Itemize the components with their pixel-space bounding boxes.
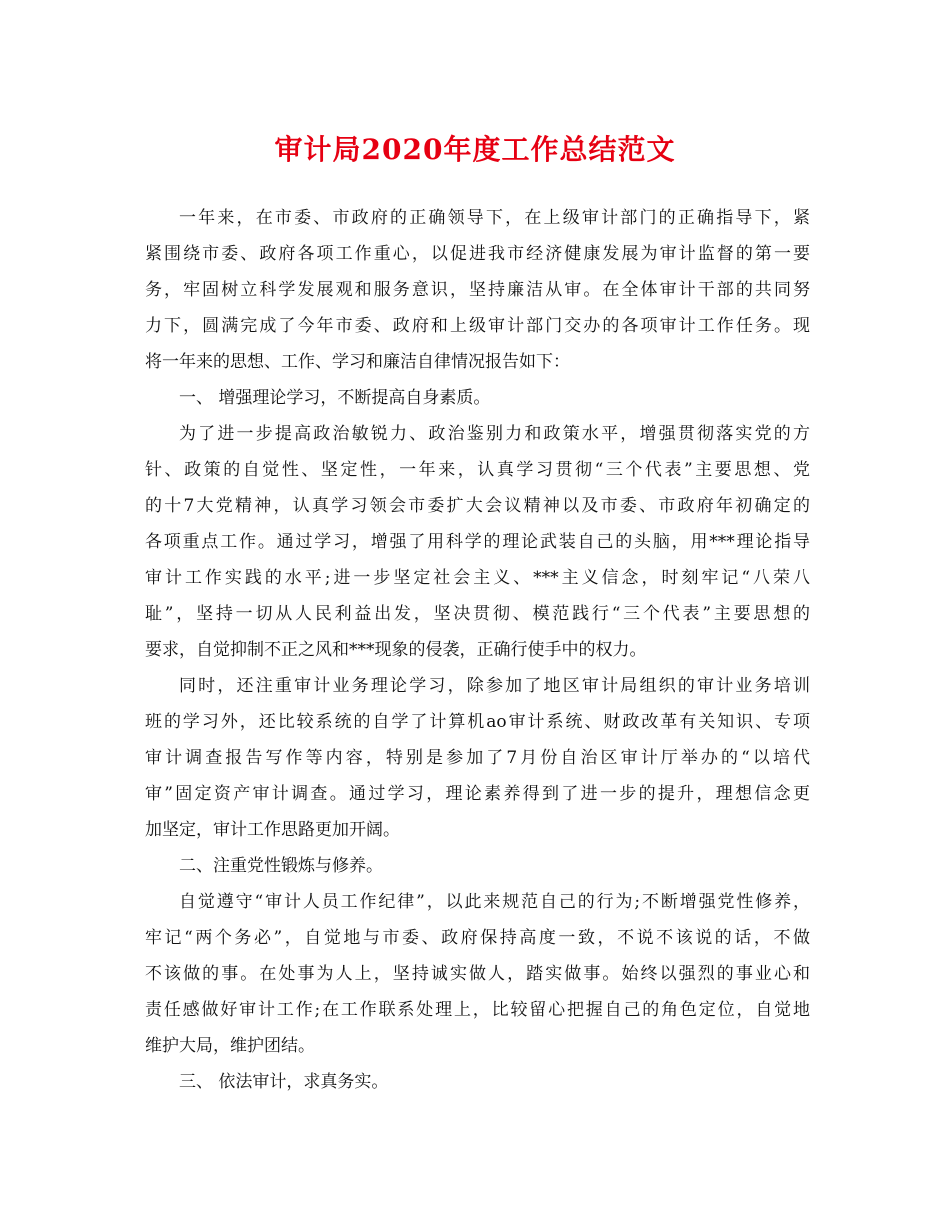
- text-line: 的十7大党精神，认真学习领会市委扩大会议精神以及市委、市政府年初确定的: [145, 496, 810, 516]
- text-line: 各项重点工作。通过学习，增强了用科学的理论武装自己的头脑，用***理论指导: [145, 532, 810, 552]
- document-body: [145, 200, 810, 1100]
- text-line: 要求，自觉抑制不正之风和***现象的侵袭，正确行使手中的权力。: [145, 640, 647, 660]
- text-line: 务，牢固树立科学发展观和服务意识，坚持廉洁从审。在全体审计干部的共同努: [145, 280, 810, 300]
- text-line: 审”固定资产审计调查。通过学习，理论素养得到了进一步的提升，理想信念更: [145, 784, 810, 804]
- text-line: 审计工作实践的水平;进一步坚定社会主义、***主义信念，时刻牢记“八荣八: [145, 568, 810, 588]
- text-line: 二、注重党性锻炼与修养。: [179, 856, 383, 876]
- text-line: 班的学习外，还比较系统的自学了计算机ao审计系统、财政改革有关知识、专项: [145, 712, 810, 732]
- text-line: 一年来，在市委、市政府的正确领导下，在上级审计部门的正确指导下，紧: [179, 208, 810, 228]
- text-line: 维护大局，维护团结。: [145, 1036, 315, 1056]
- text-line: 将一年来的思想、工作、学习和廉洁自律情况报告如下：: [145, 352, 570, 372]
- text-line: 同时，还注重审计业务理论学习，除参加了地区审计局组织的审计业务培训: [179, 676, 810, 696]
- text-line: 审计调查报告写作等内容，特别是参加了7月份自治区审计厅举办的“以培代: [145, 748, 810, 768]
- text-line: 针、政策的自觉性、坚定性，一年来，认真学习贯彻“三个代表”主要思想、党: [145, 460, 810, 480]
- text-line: 三、 依法审计，求真务实。: [179, 1072, 389, 1092]
- text-line: 耻”，坚持一切从人民利益出发，坚决贯彻、模范践行“三个代表”主要思想的: [145, 604, 810, 624]
- text-line: 不该做的事。在处事为人上，坚持诚实做人，踏实做事。始终以强烈的事业心和: [145, 964, 810, 984]
- text-line: 责任感做好审计工作;在工作联系处理上，比较留心把握自己的角色定位，自觉地: [145, 1000, 810, 1020]
- text-line: 紧围绕市委、政府各项工作重心，以促进我市经济健康发展为审计监督的第一要: [145, 244, 810, 264]
- text-line: 为了进一步提高政治敏锐力、政治鉴别力和政策水平，增强贯彻落实党的方: [179, 424, 810, 444]
- document-title: 审计局2020年度工作总结范文: [274, 133, 676, 166]
- text-line: 力下，圆满完成了今年市委、政府和上级审计部门交办的各项审计工作任务。现: [145, 316, 810, 336]
- text-line: 自觉遵守“审计人员工作纪律”，以此来规范自己的行为;不断增强党性修养，: [179, 892, 810, 912]
- text-line: 牢记“两个务必”，自觉地与市委、政府保持高度一致，不说不该说的话，不做: [145, 928, 810, 948]
- text-line: 一、 增强理论学习，不断提高自身素质。: [179, 388, 491, 408]
- text-line: 加坚定，审计工作思路更加开阔。: [145, 820, 400, 840]
